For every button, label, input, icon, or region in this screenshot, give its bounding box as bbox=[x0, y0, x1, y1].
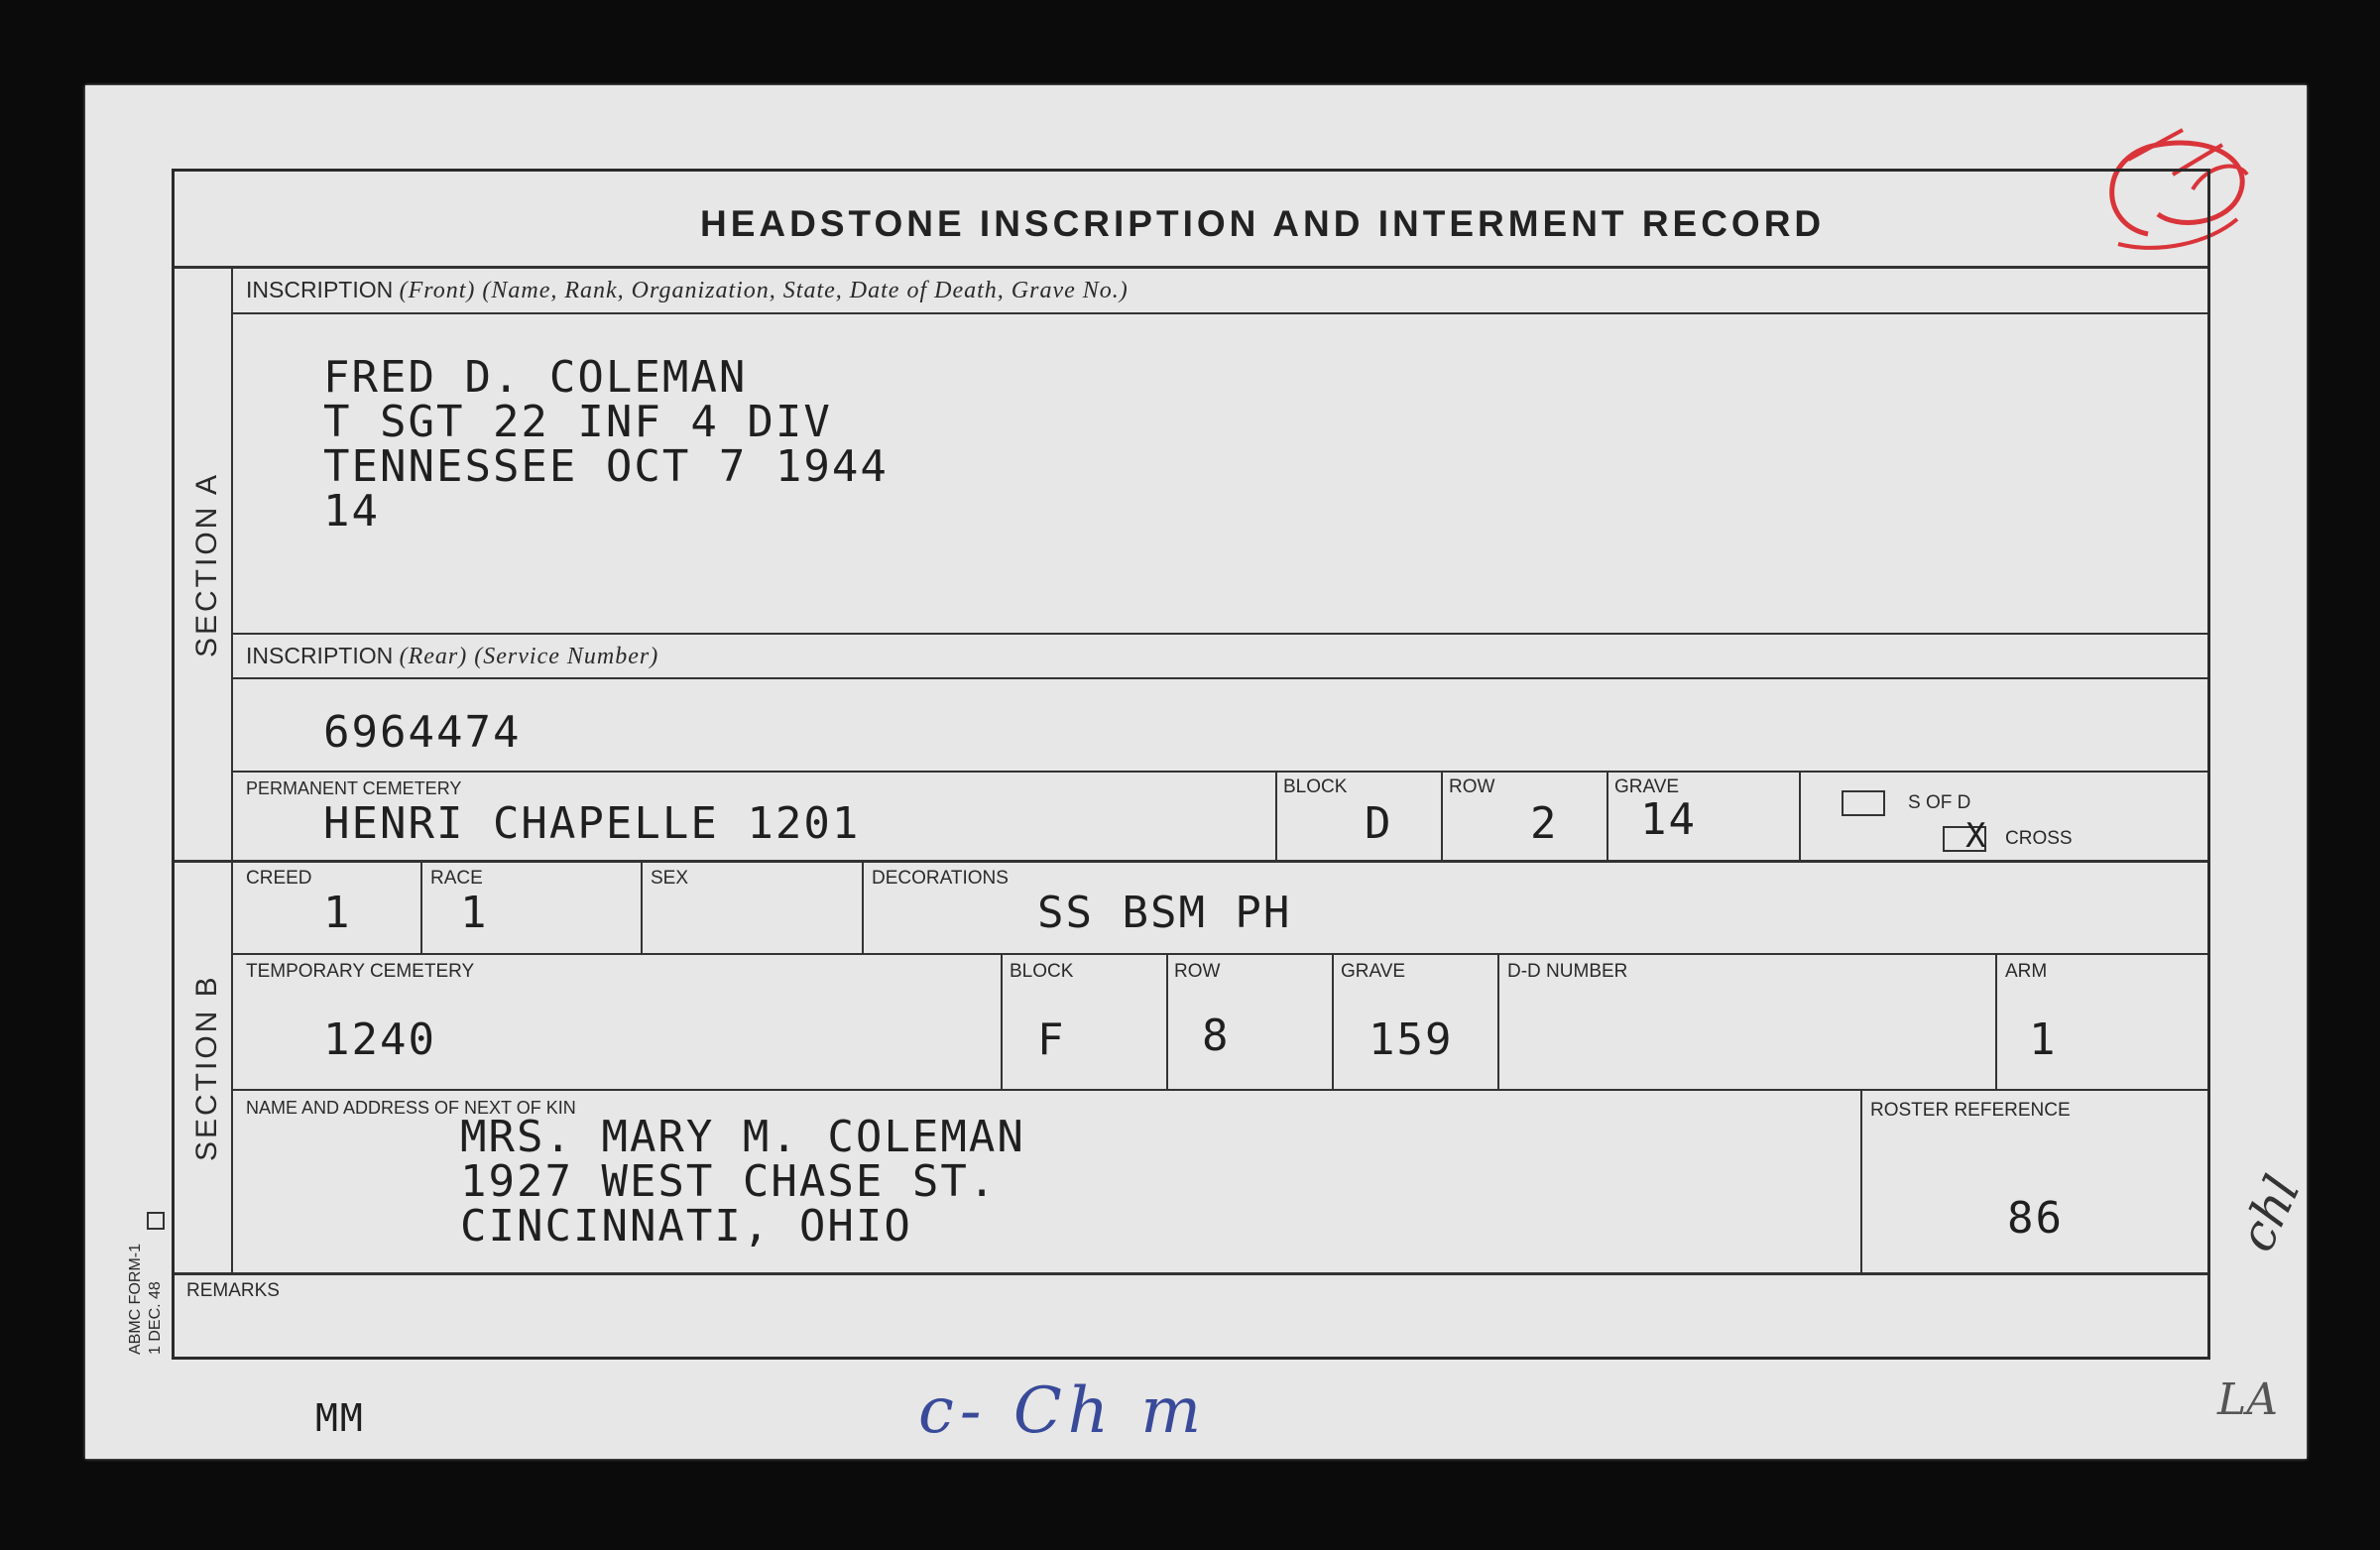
remarks-label: REMARKS bbox=[186, 1280, 280, 1301]
section-b-label: SECTION B bbox=[190, 974, 223, 1161]
dd-number-label: D-D NUMBER bbox=[1507, 961, 1628, 982]
temp-block-label: BLOCK bbox=[1010, 961, 1074, 982]
arm-label: ARM bbox=[2005, 961, 2048, 982]
temporary-cemetery-label: TEMPORARY CEMETERY bbox=[246, 961, 475, 982]
next-of-kin-line-3: CINCINNATI, OHIO bbox=[460, 1201, 912, 1252]
temporary-cemetery-value: 1240 bbox=[323, 1014, 436, 1065]
divider bbox=[1166, 953, 1168, 1091]
divider bbox=[233, 1089, 2207, 1091]
divider bbox=[1275, 771, 1277, 862]
margin-initials-1: chl bbox=[2227, 1166, 2312, 1260]
roster-reference-label: ROSTER REFERENCE bbox=[1870, 1100, 2071, 1121]
section-a-label: SECTION A bbox=[190, 471, 223, 657]
next-of-kin-label: NAME AND ADDRESS OF NEXT OF KIN bbox=[246, 1098, 576, 1118]
creed-value: 1 bbox=[323, 888, 352, 938]
divider bbox=[1860, 1089, 1862, 1274]
front-inscription-label bbox=[246, 277, 1129, 304]
divider bbox=[1606, 771, 1608, 862]
rear-label-detail: (Rear) (Service Number) bbox=[399, 644, 659, 669]
divider bbox=[233, 953, 2207, 955]
s-of-d-checkbox[interactable] bbox=[1842, 790, 1885, 816]
form-id-line1: ABMC FORM-1 bbox=[127, 1244, 144, 1355]
front-label-detail: (Front) (Name, Rank, Organization, State, Date of Death, Grave No.) bbox=[399, 278, 1129, 303]
decorations-value: SS BSM PH bbox=[1037, 888, 1292, 938]
divider bbox=[862, 860, 864, 955]
divider bbox=[1332, 953, 1334, 1091]
perm-row-label: ROW bbox=[1449, 776, 1495, 797]
race-label: RACE bbox=[430, 868, 483, 889]
next-of-kin-line-1: MRS. MARY M. COLEMAN bbox=[460, 1112, 1025, 1162]
divider bbox=[1497, 953, 1499, 1091]
front-line-3: TENNESSEE OCT 7 1944 bbox=[323, 441, 889, 492]
permanent-cemetery-value: HENRI CHAPELLE 1201 bbox=[323, 798, 861, 849]
s-of-d-label: S OF D bbox=[1908, 792, 1971, 813]
divider bbox=[175, 860, 2207, 863]
divider bbox=[420, 860, 422, 955]
divider bbox=[231, 266, 233, 1273]
temp-grave-value: 159 bbox=[1368, 1014, 1454, 1065]
divider bbox=[641, 860, 643, 955]
sex-label: SEX bbox=[651, 868, 689, 889]
divider bbox=[233, 677, 2207, 679]
roster-reference-value: 86 bbox=[2007, 1193, 2064, 1244]
arm-value: 1 bbox=[2029, 1014, 2058, 1065]
temp-block-value: F bbox=[1037, 1014, 1066, 1065]
temp-row-label: ROW bbox=[1174, 961, 1221, 982]
divider bbox=[233, 312, 2207, 314]
creed-label: CREED bbox=[246, 868, 312, 889]
margin-initials-2: LA bbox=[2217, 1374, 2278, 1425]
decorations-label: DECORATIONS bbox=[872, 868, 1009, 889]
temp-grave-label: GRAVE bbox=[1341, 961, 1406, 982]
front-line-1: FRED D. COLEMAN bbox=[323, 352, 748, 403]
next-of-kin-line-2: 1927 WEST CHASE ST. bbox=[460, 1156, 998, 1207]
typed-initials: MM bbox=[315, 1396, 365, 1440]
divider bbox=[175, 266, 2207, 269]
perm-row-value: 2 bbox=[1530, 798, 1559, 849]
perm-grave-label: GRAVE bbox=[1614, 776, 1680, 797]
handwritten-note: c- Ch m bbox=[918, 1374, 1208, 1448]
race-value: 1 bbox=[460, 888, 489, 938]
perm-block-label: BLOCK bbox=[1283, 776, 1348, 797]
perm-block-value: D bbox=[1365, 798, 1393, 849]
temp-row-value: 8 bbox=[1202, 1011, 1231, 1061]
form-id-checkbox bbox=[147, 1212, 165, 1230]
cross-mark: X bbox=[1965, 816, 1988, 856]
divider bbox=[233, 633, 2207, 635]
rear-inscription-label bbox=[246, 643, 658, 670]
perm-grave-value: 14 bbox=[1640, 794, 1697, 845]
front-label-prefix: INSCRIPTION bbox=[246, 277, 394, 302]
form-id-line2: 1 DEC. 48 bbox=[147, 1281, 164, 1355]
divider bbox=[175, 1272, 2207, 1275]
front-line-2: T SGT 22 INF 4 DIV bbox=[323, 397, 832, 447]
divider bbox=[1995, 953, 1997, 1091]
rear-label-prefix: INSCRIPTION bbox=[246, 643, 394, 668]
record-form bbox=[172, 169, 2210, 1360]
cross-label: CROSS bbox=[2005, 828, 2073, 849]
divider bbox=[1441, 771, 1443, 862]
form-title: HEADSTONE INSCRIPTION AND INTERMENT RECORD bbox=[700, 203, 1826, 244]
service-number: 6964474 bbox=[323, 707, 522, 758]
permanent-cemetery-label: PERMANENT CEMETERY bbox=[246, 778, 462, 798]
front-line-4: 14 bbox=[323, 486, 380, 537]
divider bbox=[1799, 771, 1801, 862]
divider bbox=[233, 771, 2207, 773]
divider bbox=[1001, 953, 1003, 1091]
